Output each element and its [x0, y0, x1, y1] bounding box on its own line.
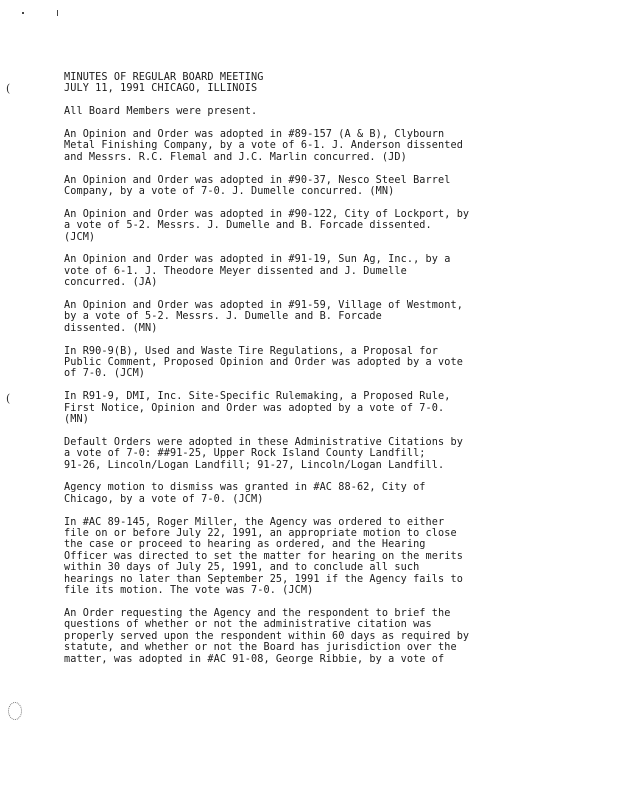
minutes-item: An Opinion and Order was adopted in #91-59, Village of Westmont, by a vote of 5-2. Messrs. J. Dumelle and B. Forcade dissented. (MN) [64, 300, 463, 334]
document-heading [64, 72, 544, 95]
minutes-document [64, 72, 544, 676]
minutes-item: An Opinion and Order was adopted in #89-157 (A & B), Clybourn Metal Finishing Company, by a vote of 6-1. J. Anderson dissented and Messrs. R.C. Flemal and J.C. Marlin concurred. (JD) [64, 129, 463, 163]
scan-speck [22, 12, 24, 14]
minutes-item: An Opinion and Order was adopted in #90-37, Nesco Steel Barrel Company, by a vote of 7-0. J. Dumelle concurred. (MN) [64, 174, 451, 198]
minutes-item: In R91-9, DMI, Inc. Site-Specific Rulemaking, a Proposed Rule, First Notice, Opinion and Order was adopted by a vote of 7-0. (MN) [64, 391, 451, 426]
scan-tick-mark [57, 10, 58, 16]
attendance-paragraph: All Board Members were present. [64, 106, 258, 118]
margin-bracket-mark: ( [6, 82, 11, 95]
margin-bracket-mark: ( [6, 392, 11, 405]
heading-date-location: JULY 11, 1991 CHICAGO, ILLINOIS [64, 83, 258, 95]
minutes-item: Agency motion to dismiss was granted in #AC 88-62, City of Chicago, by a vote of 7-0. (JCM) [64, 482, 426, 505]
minutes-item: An Opinion and Order was adopted in #91-19, Sun Ag, Inc., by a vote of 6-1. J. Theodore Meyer dissented and J. Dumelle concurred. (JA) [64, 254, 451, 289]
minutes-item: Default Orders were adopted in these Administrative Citations by a vote of 7-0: ##91-25, Upper Rock Island County Landfill; 91-26, Lincoln/Logan Landfill; 91-27, Lincoln/Logan Landfill. [64, 436, 463, 471]
heading-title: MINUTES OF REGULAR BOARD MEETING [64, 72, 264, 83]
minutes-item: In R90-9(B), Used and Waste Tire Regulations, a Proposal for Public Comment, Proposed Opinion and Order was adopted by a vote of 7-0. (JCM) [64, 345, 463, 380]
minutes-item: In #AC 89-145, Roger Miller, the Agency was ordered to either file on or before July 22, 1991, an appropriate motion to close the case or proceed to hearing as ordered, and the Hearing Officer was directed to set the matter for hearing on the merits within 30 days of July 25, 1991, and to conclude all such hearings no later than September 25, 1991 if the Agency fails to file its motion. The vote was 7-0. (JCM) [64, 516, 463, 597]
minutes-item: An Opinion and Order was adopted in #90-122, City of Lockport, by a vote of 5-2. Messrs. J. Dumelle and B. Forcade dissented. (JCM) [64, 208, 470, 243]
punch-hole-mark [8, 702, 22, 720]
minutes-item: An Order requesting the Agency and the respondent to brief the questions of whether or not the administrative citation was properly served upon the respondent within 60 days as required by statute, and whether or not the Board has jurisdiction over the matter, was adopted in #AC 91-08, George Ribbie, by a vote of [64, 607, 470, 665]
